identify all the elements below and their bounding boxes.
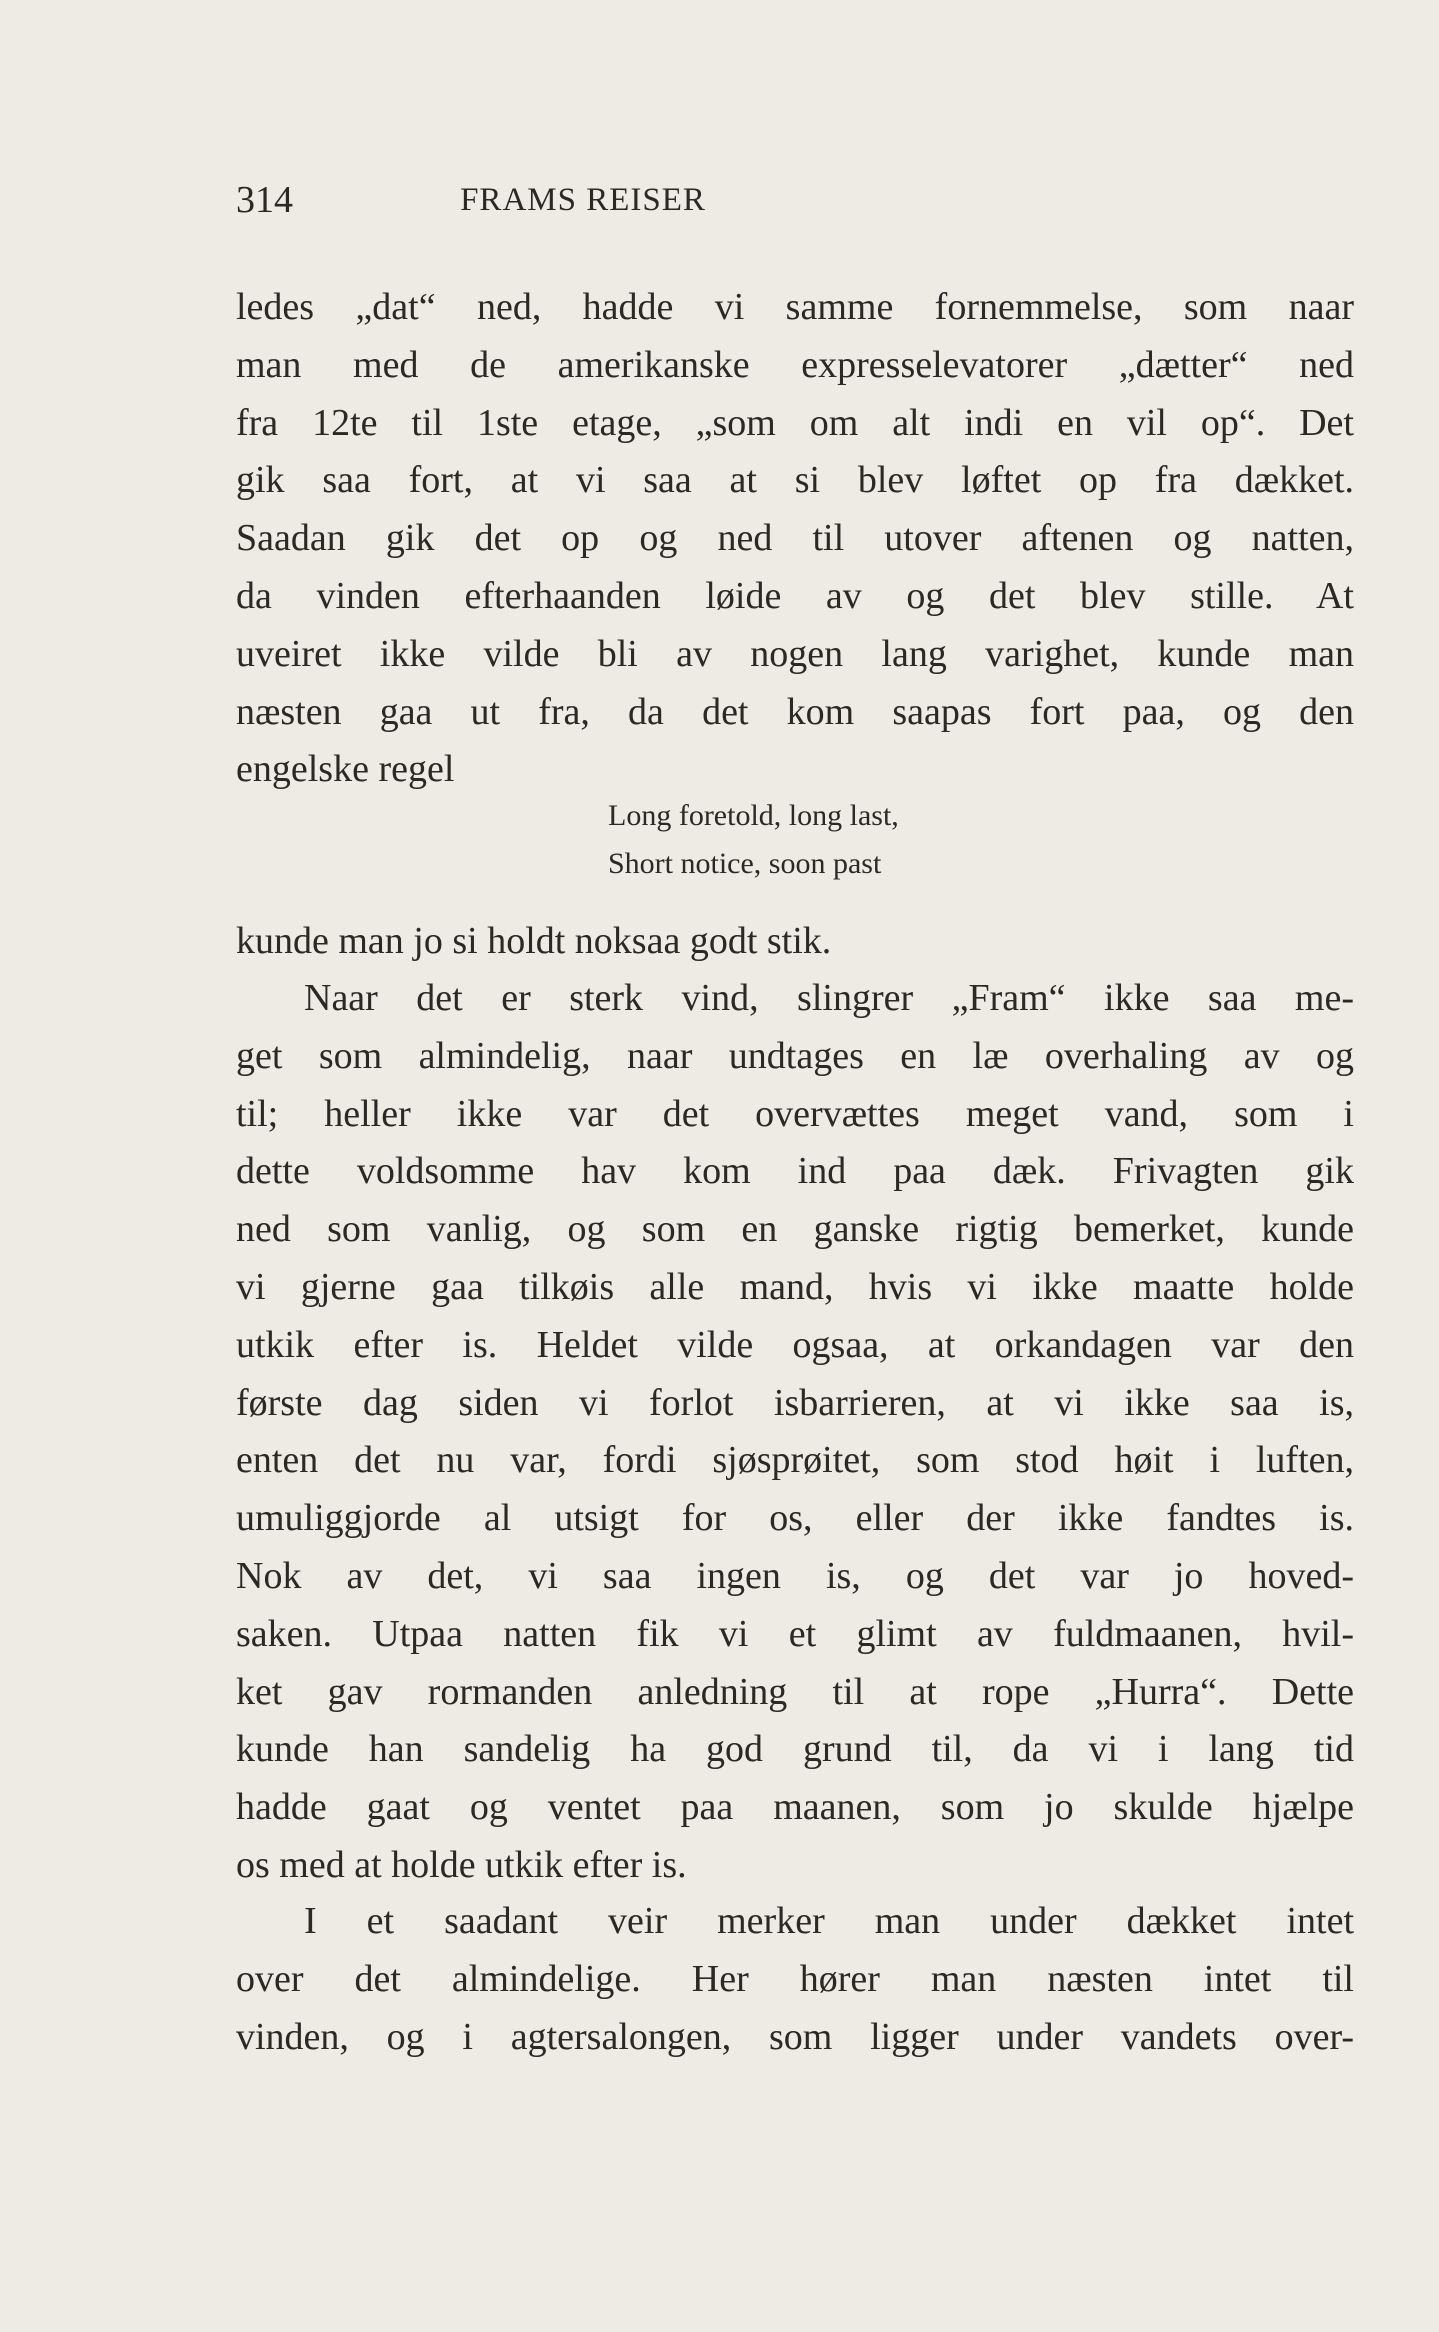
text-line: Nok av det, vi saa ingen is, og det var jo hoved- [236, 1554, 1354, 1597]
quote-line: Long foretold, long last, [608, 799, 899, 832]
quote-line: Short notice, soon past [608, 847, 882, 880]
paragraph-after-quote [236, 913, 1354, 971]
paragraph-continuation [236, 279, 1354, 799]
text-line: Naar det er sterk vind, slingrer „Fram“ ikke saa me- [304, 977, 1354, 1019]
text-line: kunde han sandelig ha god grund til, da vi i lang tid [236, 1728, 1354, 1771]
text-line: enten det nu var, fordi sjøsprøitet, som stod høit i luften, [236, 1439, 1354, 1482]
text-line: over det almindelige. Her hører man næsten intet til [236, 1957, 1354, 2000]
text-line: man med de amerikanske expresselevatorer „dætter“ ned [236, 343, 1354, 386]
text-line: hadde gaat og ventet paa maanen, som jo skulde hjælpe [236, 1786, 1354, 1829]
text-line: umuliggjorde al utsigt for os, eller der ikke fandtes is. [236, 1497, 1354, 1540]
text-line: uveiret ikke vilde bli av nogen lang varighet, kunde man [236, 632, 1354, 675]
text-line: til; heller ikke var det overvættes meget vand, som i [236, 1092, 1354, 1135]
text-line: ned som vanlig, og som en ganske rigtig bemerket, kunde [236, 1208, 1354, 1251]
running-title: FRAMS REISER [460, 182, 706, 218]
paragraph-weather [236, 1893, 1354, 2066]
text-line: Saadan gik det op og ned til utover aftenen og natten, [236, 517, 1354, 560]
text-line: utkik efter is. Heldet vilde ogsaa, at orkandagen var den [236, 1323, 1354, 1366]
text-line: get som almindelig, naar undtages en læ overhaling av og [236, 1034, 1354, 1077]
paragraph-wind [236, 970, 1354, 1895]
text-line: ket gav rormanden anledning til at rope „Hurra“. Dette [236, 1670, 1354, 1713]
text-line: ledes „dat“ ned, hadde vi samme fornemmelse, som naar [236, 286, 1354, 328]
text-line: dette voldsomme hav kom ind paa dæk. Frivagten gik [236, 1150, 1354, 1193]
text-line: fra 12te til 1ste etage, „som om alt indi en vil op“. Det [236, 401, 1354, 444]
text-line: da vinden efterhaanden løide av og det blev stille. At [236, 574, 1354, 617]
text-line: vinden, og i agtersalongen, som ligger under vandets over- [236, 2015, 1354, 2058]
text-line: første dag siden vi forlot isbarrieren, at vi ikke saa is, [236, 1381, 1354, 1424]
proverb-quote [608, 792, 899, 888]
text-line: I et saadant veir merker man under dækket intet [304, 1900, 1354, 1942]
text-line: saken. Utpaa natten fik vi et glimt av fuldmaanen, hvil- [236, 1612, 1354, 1655]
text-line: vi gjerne gaa tilkøis alle mand, hvis vi ikke maatte holde [236, 1265, 1354, 1308]
page-header [236, 172, 930, 228]
text-line: kunde man jo si holdt noksaa godt stik. [236, 920, 832, 962]
page-number: 314 [236, 179, 293, 221]
text-line: os med at holde utkik efter is. [236, 1843, 687, 1886]
text-line: næsten gaa ut fra, da det kom saapas fort paa, og den [236, 690, 1354, 733]
text-line: gik saa fort, at vi saa at si blev løftet op fra dækket. [236, 459, 1354, 502]
text-line: engelske regel [236, 748, 455, 791]
